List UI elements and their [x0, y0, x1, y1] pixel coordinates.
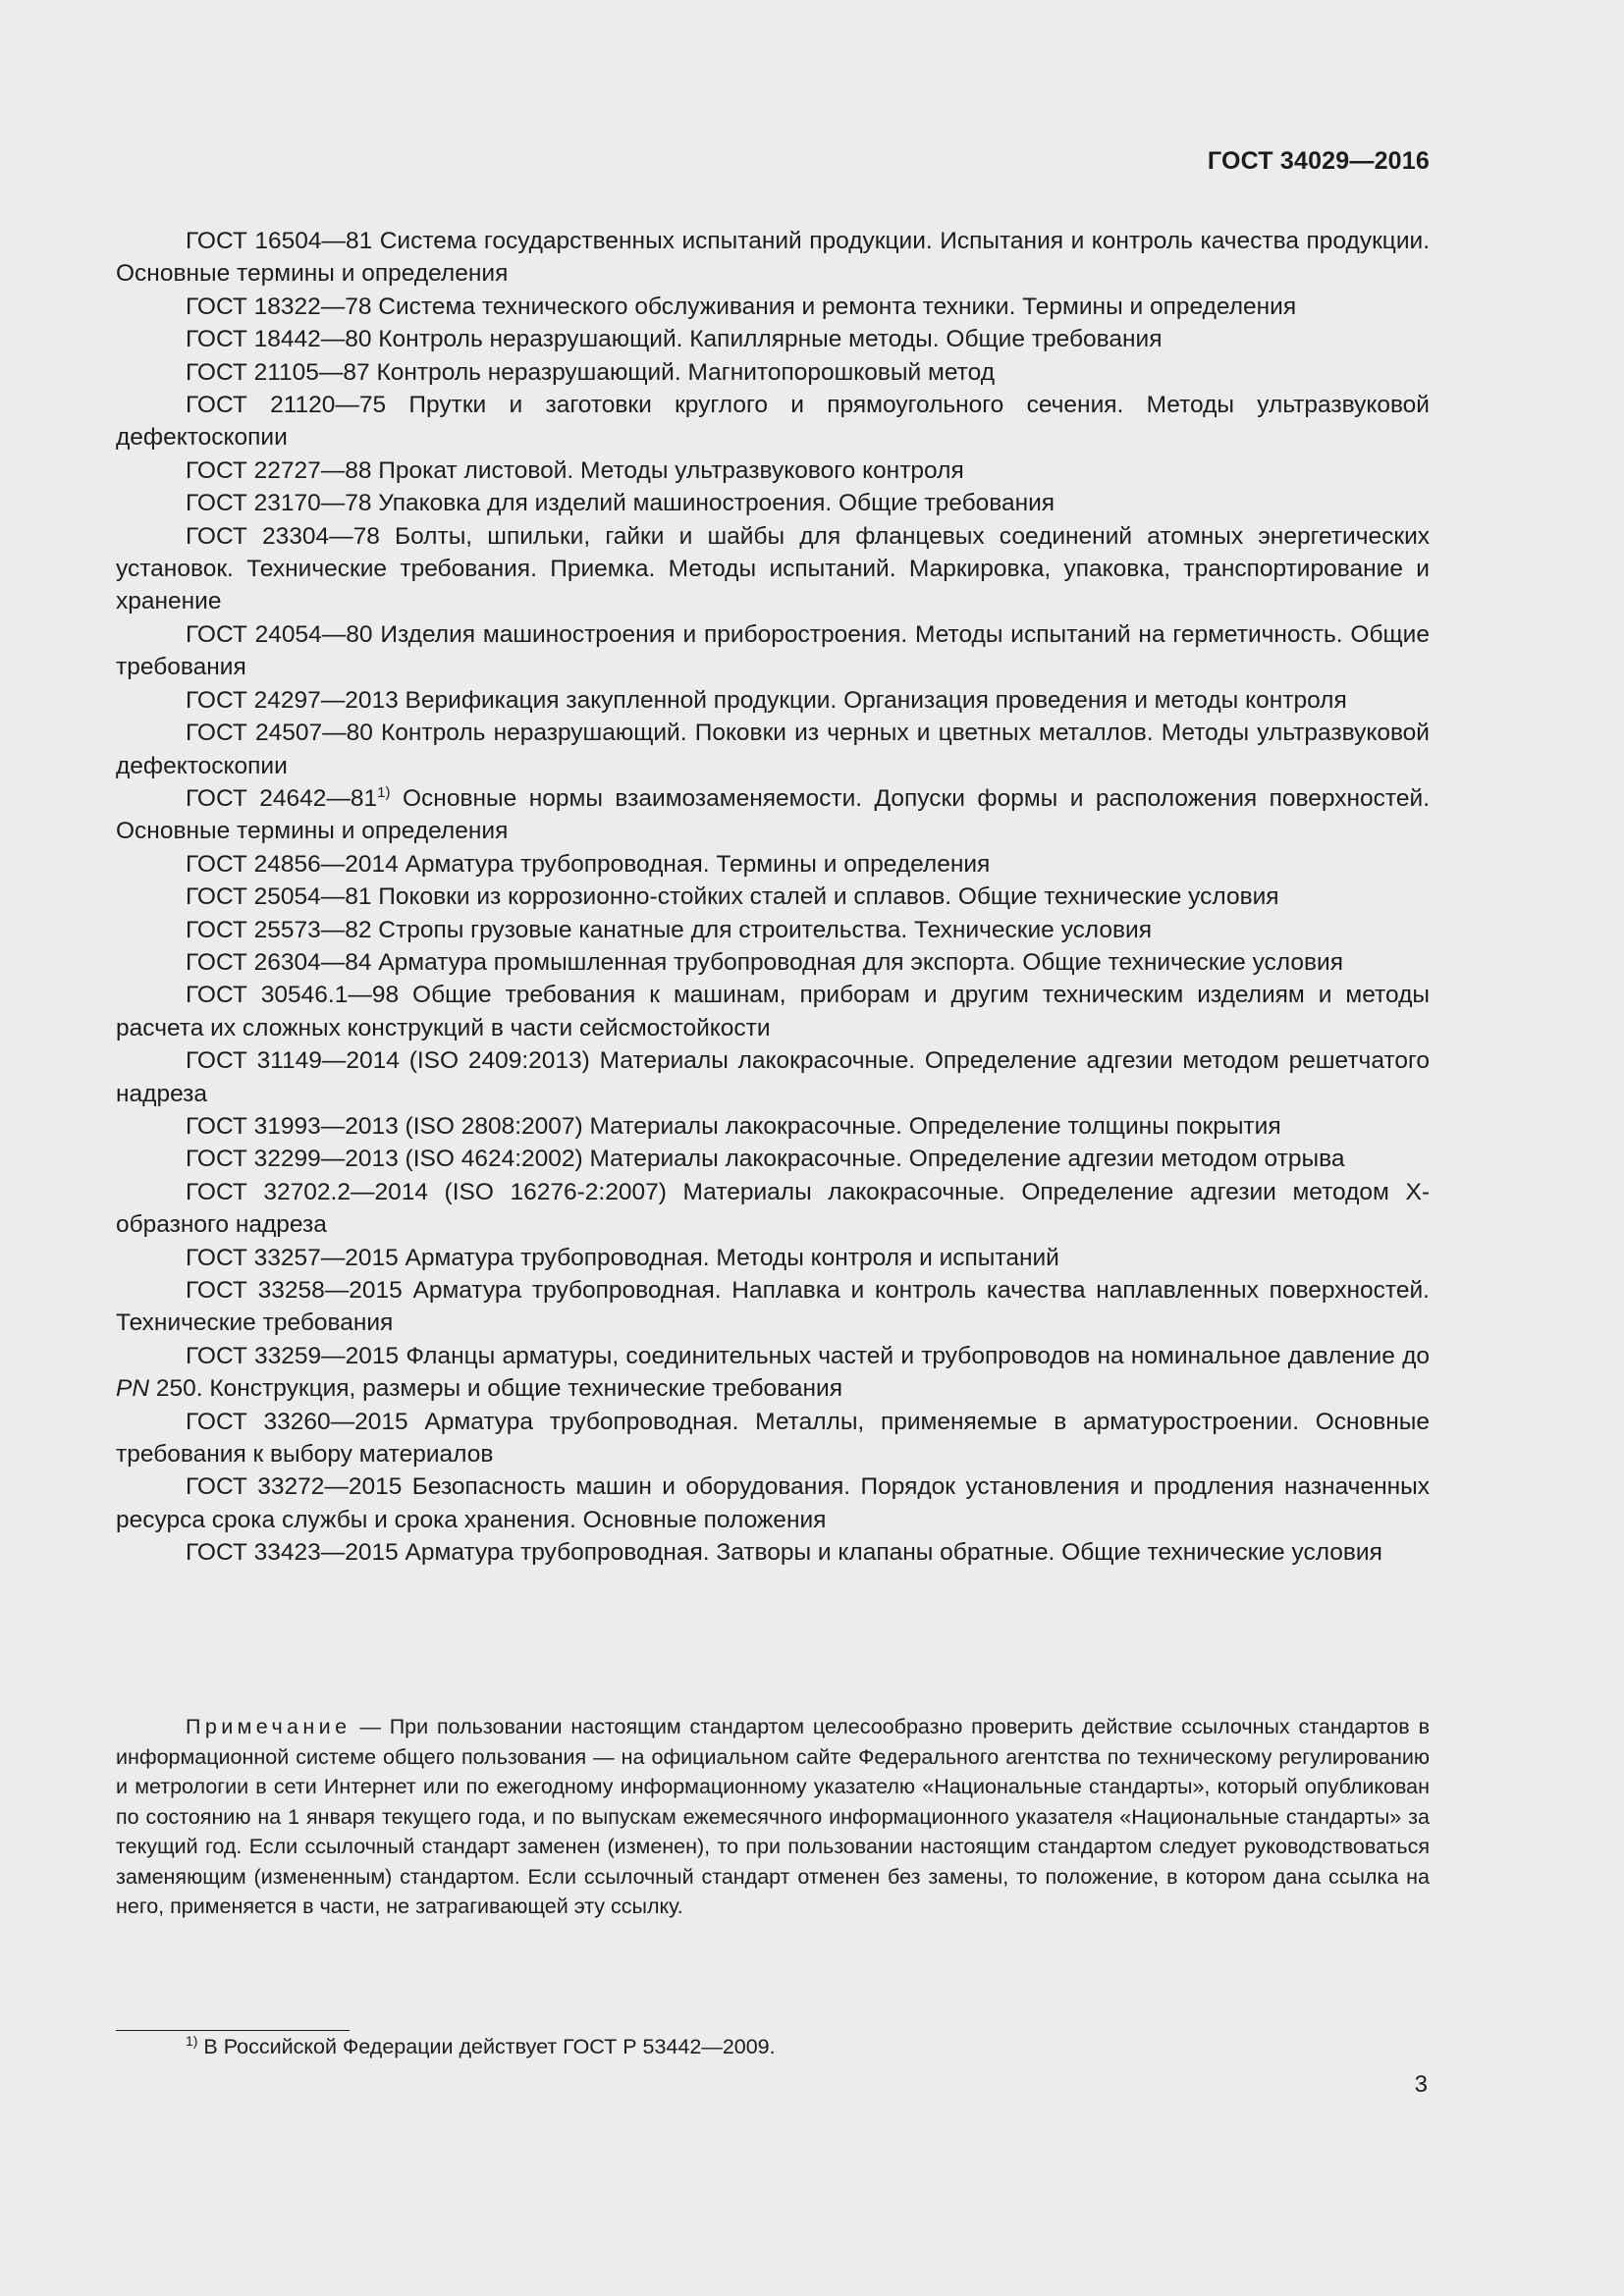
reference-item: ГОСТ 24507—80 Контроль неразрушающий. Поковки из черных и цветных металлов. Методы ультразвуковой дефектоскопии: [116, 720, 1430, 779]
reference-item: ГОСТ 32299—2013 (ISO 4624:2002) Материалы лакокрасочные. Определение адгезии методом отрыва: [186, 1146, 1345, 1173]
reference-item: ГОСТ 26304—84 Арматура промышленная трубопроводная для экспорта. Общие технические условия: [186, 948, 1343, 976]
reference-item-title: Основные нормы взаимозаменяемости. Допуски формы и расположения поверхностей. Основные термины и определения: [116, 784, 1430, 845]
italic-term: PN: [116, 1375, 150, 1403]
reference-item: ГОСТ 30546.1—98 Общие требования к машинам, приборам и другим техническим изделиям и методы расчета их сложных конструкций в части сейсмостойкости: [116, 982, 1430, 1041]
reference-item: ГОСТ 32702.2—2014 (ISO 16276-2:2007) Материалы лакокрасочные. Определение адгезии методом Х-образного надреза: [116, 1178, 1430, 1239]
reference-item: [116, 782, 1430, 848]
reference-item: ГОСТ 33423—2015 Арматура трубопроводная. Затворы и клапаны обратные. Общие технические условия: [186, 1539, 1382, 1567]
reference-item: ГОСТ 33260—2015 Арматура трубопроводная. Металлы, применяемые в арматуростроении. Основные требования к выбору материалов: [116, 1408, 1430, 1468]
note-paragraph: [116, 1712, 1430, 1922]
reference-item-code: ГОСТ 24642—81: [186, 784, 378, 812]
reference-item: ГОСТ 24297—2013 Верификация закупленной продукции. Организация проведения и методы контроля: [186, 686, 1347, 714]
reference-item: ГОСТ 33258—2015 Арматура трубопроводная. Наплавка и контроль качества наплавленных поверхностей. Технические требования: [116, 1277, 1430, 1337]
reference-item: ГОСТ 18442—80 Контроль неразрушающий. Капиллярные методы. Общие требования: [186, 326, 1163, 353]
page-number: 3: [1414, 2071, 1428, 2098]
reference-item: ГОСТ 24054—80 Изделия машиностроения и приборостроения. Методы испытаний на герметичность. Общие требования: [116, 620, 1430, 681]
reference-item: ГОСТ 33272—2015 Безопасность машин и оборудования. Порядок установления и продления назначенных ресурса срока службы и срока хранения. Основные положения: [116, 1473, 1430, 1533]
note-label: Примечание: [186, 1715, 352, 1738]
note-text: — При пользовании настоящим стандартом целесообразно проверить действие ссылочных стандартов в информационной системе общего пользования — на официальном сайте Федерального агентства по техническому регулированию и метрологии в сети Интернет или по ежегодному информационному указателю «Национальные стандарты», который опубликован по состоянию на 1 января текущего года, и по выпускам ежемесячного информационного указателя «Национальные стандарты» за текущий год. Если ссылочный стандарт заменен (изменен), то при пользовании настоящим стандартом следует руководствоваться заменяющим (измененным) стандартом. Если ссылочный стандарт отменен без замены, то положение, в котором дана ссылка на него, применяется в части, не затрагивающей эту ссылку.: [116, 1715, 1430, 1918]
reference-item-text: ГОСТ 33259—2015 Фланцы арматуры, соединительных частей и трубопроводов на номинальное давление до: [186, 1342, 1430, 1369]
reference-item: ГОСТ 31993—2013 (ISO 2808:2007) Материалы лакокрасочные. Определение толщины покрытия: [186, 1112, 1281, 1140]
reference-item: ГОСТ 33257—2015 Арматура трубопроводная. Методы контроля и испытаний: [186, 1244, 1059, 1271]
reference-item: ГОСТ 31149—2014 (ISO 2409:2013) Материалы лакокрасочные. Определение адгезии методом решетчатого надреза: [116, 1047, 1430, 1107]
reference-item: ГОСТ 23304—78 Болты, шпильки, гайки и шайбы для фланцевых соединений атомных энергетических установок. Технические требования. Приемка. Методы испытаний. Маркировка, упаковка, транспортирование и хранение: [116, 522, 1430, 615]
reference-item-text: 250. Конструкция, размеры и общие технические требования: [149, 1375, 842, 1403]
reference-item: ГОСТ 22727—88 Прокат листовой. Методы ультразвукового контроля: [186, 456, 964, 484]
footnote-divider: [116, 2030, 350, 2031]
reference-item: ГОСТ 24856—2014 Арматура трубопроводная. Термины и определения: [186, 850, 991, 878]
footnote-text: В Российской Федерации действует ГОСТ Р 53442—2009.: [197, 2035, 776, 2058]
reference-item: [116, 1340, 1430, 1406]
footnote-marker: 1): [377, 783, 391, 801]
reference-item: ГОСТ 25573—82 Стропы грузовые канатные для строительства. Технические условия: [186, 916, 1152, 943]
document-header: ГОСТ 34029—2016: [1207, 147, 1430, 175]
reference-item: ГОСТ 18322—78 Система технического обслуживания и ремонта техники. Термины и определения: [186, 293, 1297, 320]
footnote: [186, 2032, 776, 2061]
reference-item: ГОСТ 21105—87 Контроль неразрушающий. Магнитопорошковый метод: [186, 358, 996, 386]
normative-references-list: [116, 225, 1430, 1570]
reference-item: ГОСТ 23170—78 Упаковка для изделий машиностроения. Общие требования: [186, 490, 1056, 517]
reference-item: ГОСТ 16504—81 Система государственных испытаний продукции. Испытания и контроль качества продукции. Основные термины и определения: [116, 228, 1430, 288]
reference-item: ГОСТ 25054—81 Поковки из коррозионно-стойких сталей и сплавов. Общие технические условия: [186, 883, 1279, 911]
reference-item: ГОСТ 21120—75 Прутки и заготовки круглого и прямоугольного сечения. Методы ультразвуковой дефектоскопии: [116, 392, 1430, 452]
footnote-marker: 1): [186, 2032, 198, 2049]
